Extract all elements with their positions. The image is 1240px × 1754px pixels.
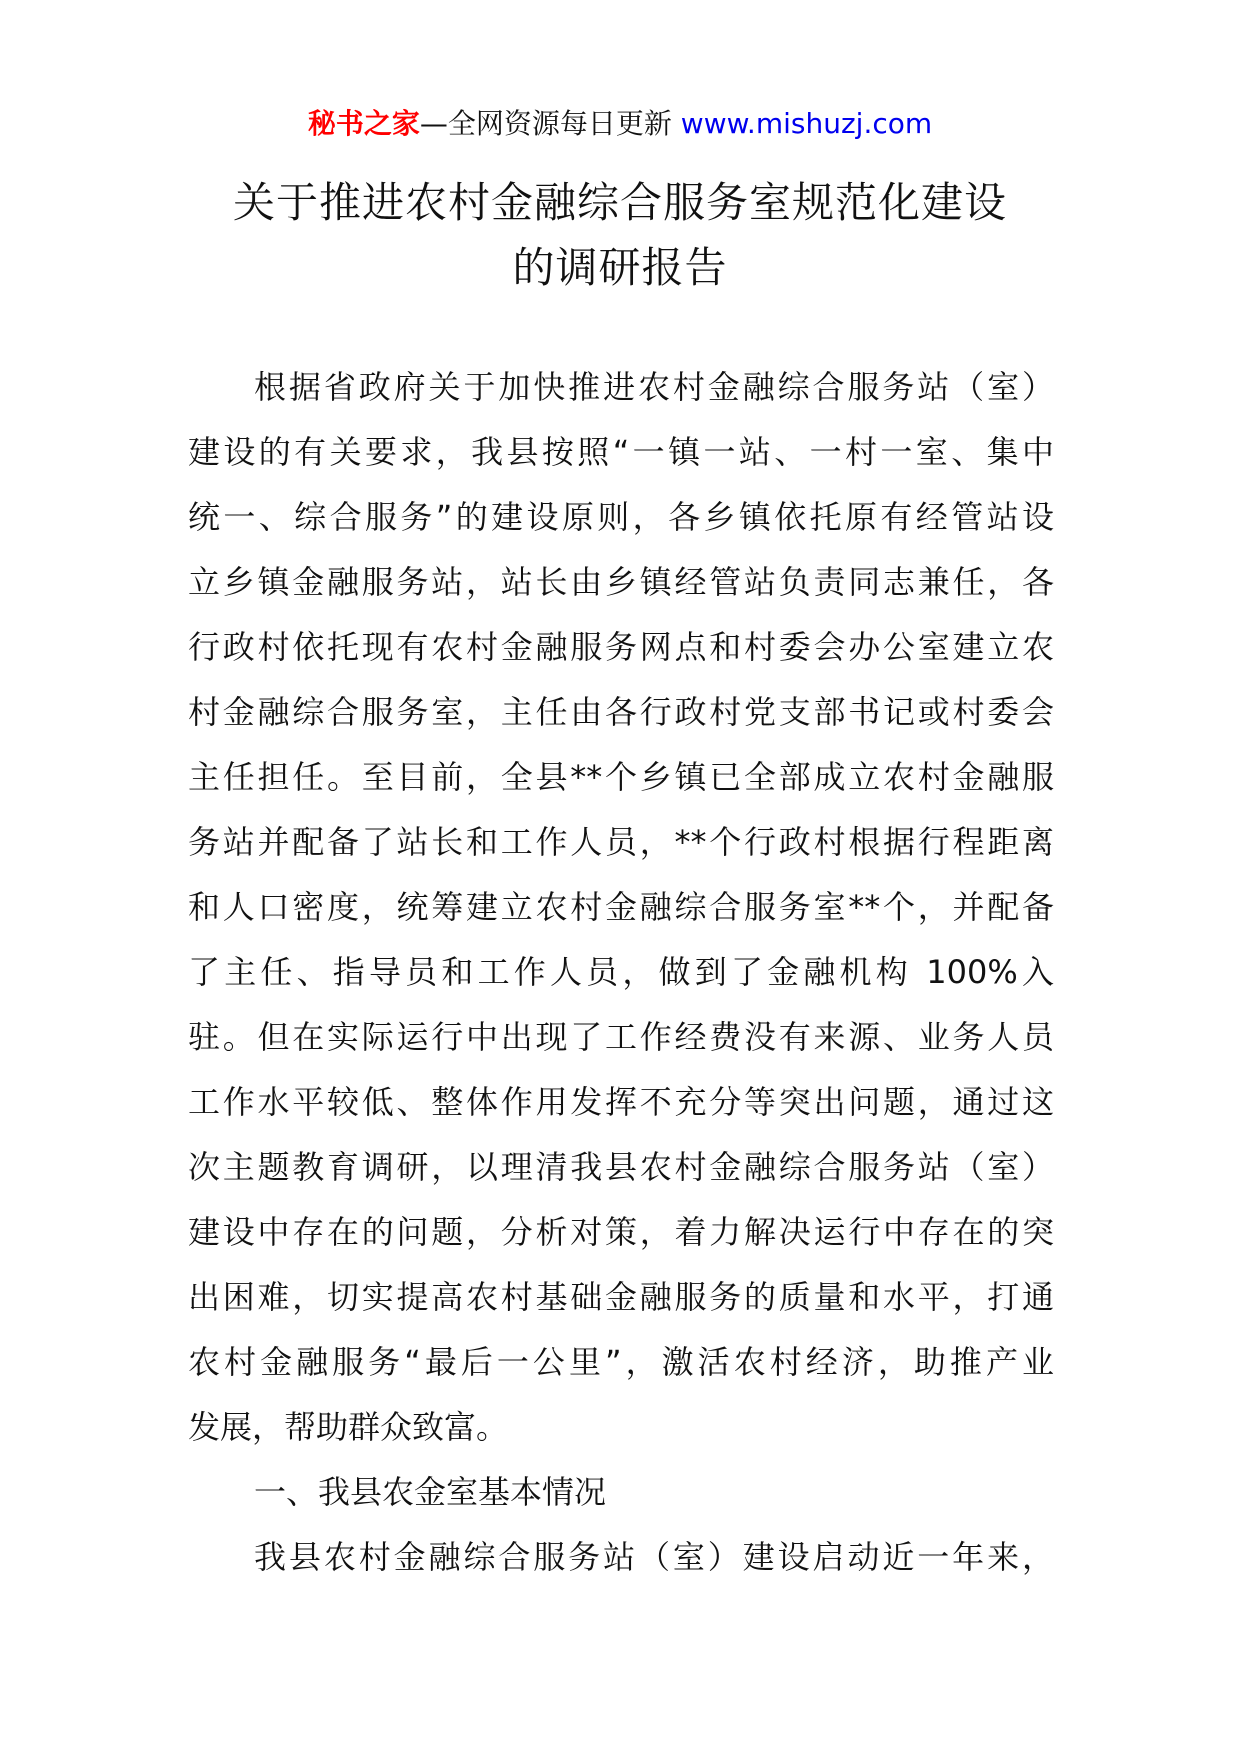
paragraph-line: 村金融综合服务室，主任由各行政村党支部书记或村委会 bbox=[188, 693, 1054, 731]
paragraph-line: 建设中存在的问题，分析对策，着力解决运行中存在的突 bbox=[188, 1213, 1054, 1251]
website-link[interactable]: www.mishuzj.com bbox=[680, 107, 933, 140]
title-line-2: 的调研报告 bbox=[512, 243, 728, 292]
section-heading: 一、我县农金室基本情况 bbox=[254, 1473, 607, 1511]
paragraph-line: 主任担任。至目前，全县**个乡镇已全部成立农村金融服 bbox=[188, 758, 1054, 796]
paragraph-line: 农村金融服务“最后一公里”，激活农村经济，助推产业 bbox=[188, 1343, 1054, 1381]
banner-tagline: —全网资源每日更新 bbox=[419, 107, 672, 140]
document-body bbox=[188, 355, 1054, 1590]
paragraph-line: 建设的有关要求，我县按照“一镇一站、一村一室、集中 bbox=[188, 433, 1054, 471]
paragraph-line: 了主任、指导员和工作人员，做到了金融机构 100%入 bbox=[188, 953, 1054, 991]
paragraph-line: 根据省政府关于加快推进农村金融综合服务站（室） bbox=[254, 368, 1054, 406]
paragraph-line: 务站并配备了站长和工作人员，**个行政村根据行程距离 bbox=[188, 823, 1054, 861]
paragraph-line: 统一、综合服务”的建设原则，各乡镇依托原有经管站设 bbox=[188, 498, 1054, 536]
document-title bbox=[160, 170, 1080, 300]
paragraph-line: 次主题教育调研，以理清我县农村金融综合服务站（室） bbox=[188, 1148, 1054, 1186]
brand-name: 秘书之家 bbox=[307, 107, 420, 140]
paragraph-line: 和人口密度，统筹建立农村金融综合服务室**个，并配备 bbox=[188, 888, 1054, 926]
title-line-1: 关于推进农村金融综合服务室规范化建设 bbox=[232, 178, 1007, 227]
paragraph-line: 行政村依托现有农村金融服务网点和村委会办公室建立农 bbox=[188, 628, 1054, 666]
header-banner bbox=[0, 104, 1240, 144]
paragraph-line: 发展，帮助群众致富。 bbox=[188, 1408, 509, 1446]
paragraph-line: 立乡镇金融服务站，站长由乡镇经管站负责同志兼任，各 bbox=[188, 563, 1054, 601]
paragraph-line: 驻。但在实际运行中出现了工作经费没有来源、业务人员 bbox=[188, 1018, 1054, 1056]
paragraph-line: 出困难，切实提高农村基础金融服务的质量和水平，打通 bbox=[188, 1278, 1054, 1316]
paragraph-line: 工作水平较低、整体作用发挥不充分等突出问题，通过这 bbox=[188, 1083, 1054, 1121]
paragraph-line: 我县农村金融综合服务站（室）建设启动近一年来， bbox=[254, 1538, 1054, 1576]
